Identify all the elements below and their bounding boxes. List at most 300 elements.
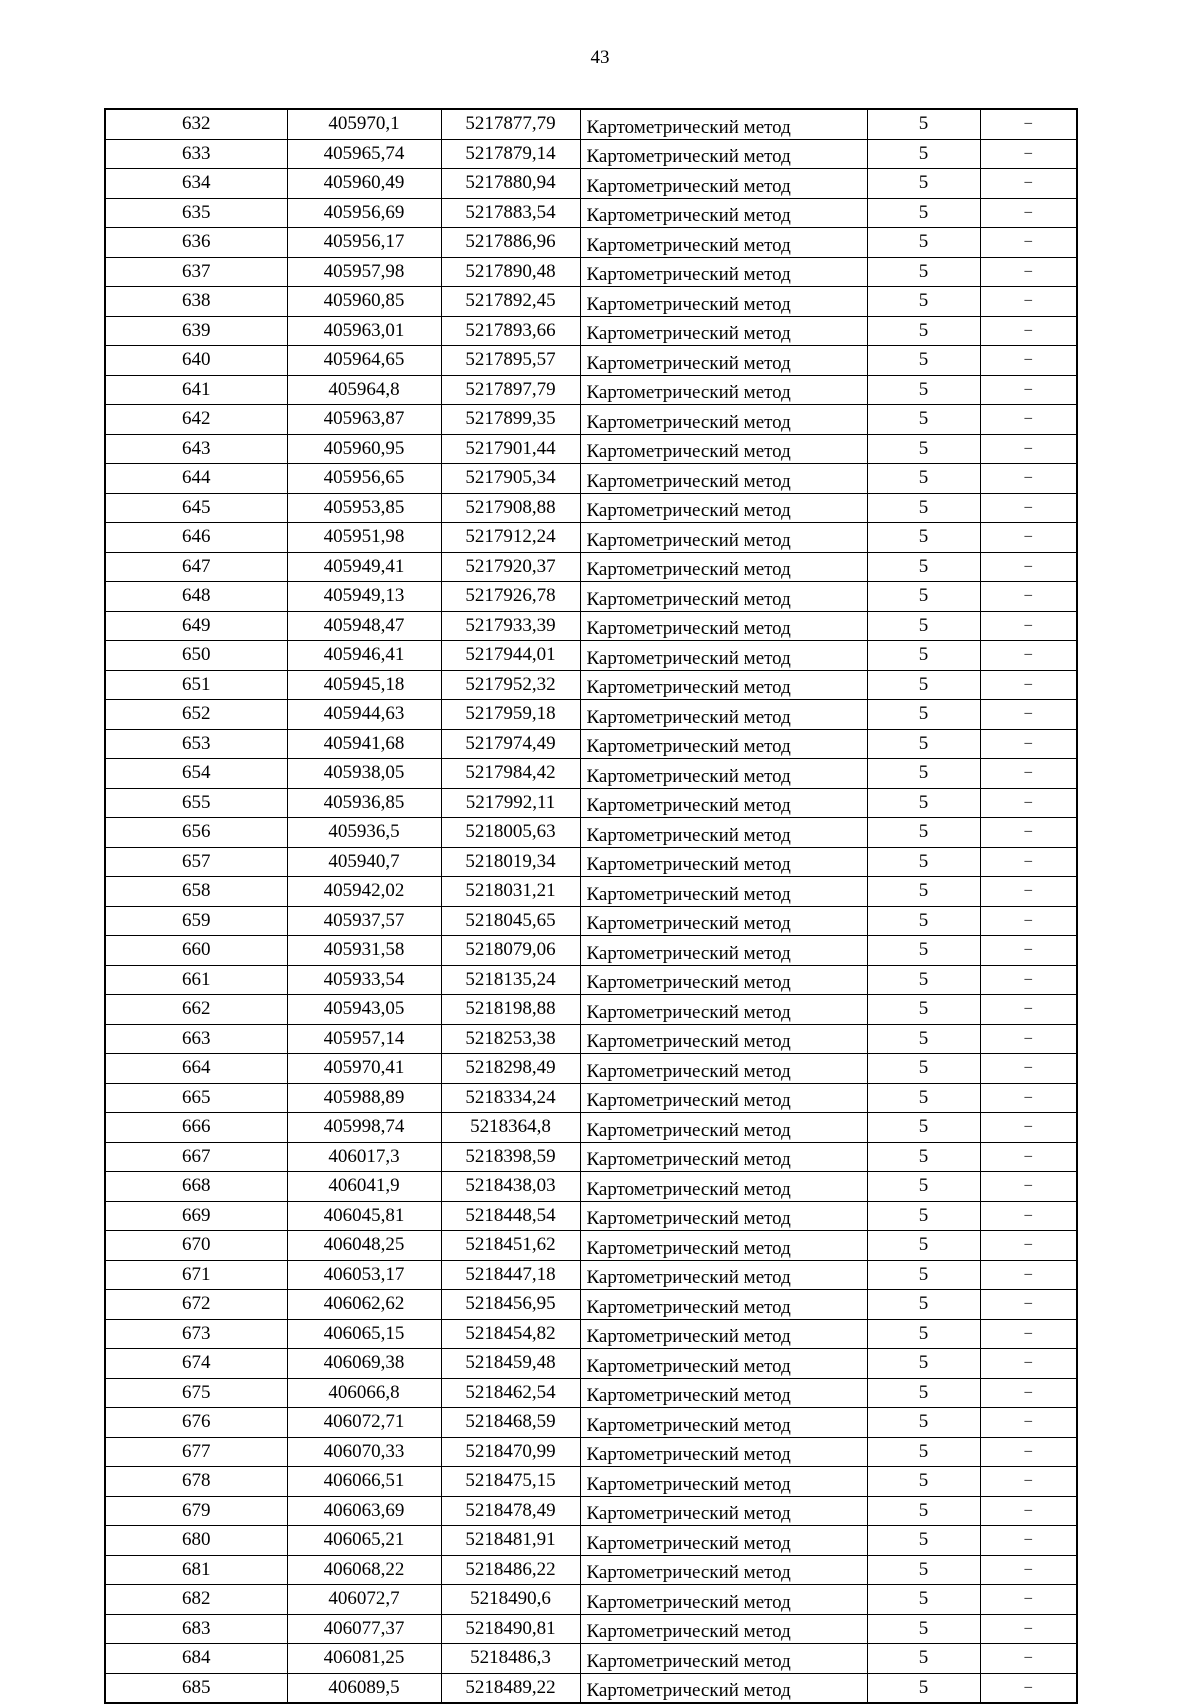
accuracy-cell: 5: [867, 1614, 980, 1644]
y-coordinate-cell: 5218198,88: [441, 995, 580, 1025]
point-number-cell: 668: [105, 1172, 287, 1202]
accuracy-cell: 5: [867, 1083, 980, 1113]
method-cell: Картометрический метод: [580, 523, 867, 553]
description-cell: –: [980, 316, 1077, 346]
y-coordinate-cell: 5217905,34: [441, 464, 580, 494]
x-coordinate-cell: 405949,41: [287, 552, 441, 582]
y-coordinate-cell: 5218486,22: [441, 1555, 580, 1585]
table-row: [105, 995, 1077, 1025]
y-coordinate-cell: 5217920,37: [441, 552, 580, 582]
x-coordinate-cell: 405960,49: [287, 169, 441, 199]
x-coordinate-cell: 405948,47: [287, 611, 441, 641]
table-row: [105, 1496, 1077, 1526]
y-coordinate-cell: 5217890,48: [441, 257, 580, 287]
y-coordinate-cell: 5217893,66: [441, 316, 580, 346]
x-coordinate-cell: 405970,1: [287, 109, 441, 139]
table-row: [105, 228, 1077, 258]
point-number-cell: 637: [105, 257, 287, 287]
method-cell: Картометрический метод: [580, 965, 867, 995]
method-cell: Картометрический метод: [580, 1585, 867, 1615]
x-coordinate-cell: 406041,9: [287, 1172, 441, 1202]
x-coordinate-cell: 405953,85: [287, 493, 441, 523]
x-coordinate-cell: 406089,5: [287, 1673, 441, 1703]
y-coordinate-cell: 5217952,32: [441, 670, 580, 700]
table-row: [105, 552, 1077, 582]
point-number-cell: 671: [105, 1260, 287, 1290]
description-cell: –: [980, 1467, 1077, 1497]
description-cell: –: [980, 228, 1077, 258]
method-cell: Картометрический метод: [580, 759, 867, 789]
accuracy-cell: 5: [867, 582, 980, 612]
table-row: [105, 523, 1077, 553]
y-coordinate-cell: 5217908,88: [441, 493, 580, 523]
point-number-cell: 654: [105, 759, 287, 789]
description-cell: –: [980, 1644, 1077, 1674]
table-row: [105, 1054, 1077, 1084]
description-cell: –: [980, 1585, 1077, 1615]
method-cell: Картометрический метод: [580, 169, 867, 199]
description-cell: –: [980, 523, 1077, 553]
accuracy-cell: 5: [867, 1201, 980, 1231]
accuracy-cell: 5: [867, 965, 980, 995]
point-number-cell: 680: [105, 1526, 287, 1556]
table-row: [105, 729, 1077, 759]
table-row: [105, 1585, 1077, 1615]
method-cell: Картометрический метод: [580, 877, 867, 907]
method-cell: Картометрический метод: [580, 936, 867, 966]
x-coordinate-cell: 405960,85: [287, 287, 441, 317]
y-coordinate-cell: 5218019,34: [441, 847, 580, 877]
accuracy-cell: 5: [867, 139, 980, 169]
description-cell: –: [980, 169, 1077, 199]
table-row: [105, 1614, 1077, 1644]
accuracy-cell: 5: [867, 1319, 980, 1349]
method-cell: Картометрический метод: [580, 316, 867, 346]
description-cell: –: [980, 1142, 1077, 1172]
x-coordinate-cell: 405945,18: [287, 670, 441, 700]
y-coordinate-cell: 5217984,42: [441, 759, 580, 789]
x-coordinate-cell: 405960,95: [287, 434, 441, 464]
table-row: [105, 1083, 1077, 1113]
description-cell: –: [980, 641, 1077, 671]
y-coordinate-cell: 5218489,22: [441, 1673, 580, 1703]
x-coordinate-cell: 406063,69: [287, 1496, 441, 1526]
table-row: [105, 1231, 1077, 1261]
method-cell: Картометрический метод: [580, 1319, 867, 1349]
table-row: [105, 1467, 1077, 1497]
y-coordinate-cell: 5218135,24: [441, 965, 580, 995]
y-coordinate-cell: 5217877,79: [441, 109, 580, 139]
accuracy-cell: 5: [867, 552, 980, 582]
method-cell: Картометрический метод: [580, 729, 867, 759]
y-coordinate-cell: 5218298,49: [441, 1054, 580, 1084]
table-row: [105, 847, 1077, 877]
x-coordinate-cell: 405956,69: [287, 198, 441, 228]
accuracy-cell: 5: [867, 1260, 980, 1290]
y-coordinate-cell: 5218470,99: [441, 1437, 580, 1467]
x-coordinate-cell: 406065,15: [287, 1319, 441, 1349]
table-row: [105, 316, 1077, 346]
x-coordinate-cell: 405937,57: [287, 906, 441, 936]
point-number-cell: 683: [105, 1614, 287, 1644]
table-row: [105, 788, 1077, 818]
table-row: [105, 1024, 1077, 1054]
description-cell: –: [980, 788, 1077, 818]
accuracy-cell: 5: [867, 464, 980, 494]
x-coordinate-cell: 406072,7: [287, 1585, 441, 1615]
accuracy-cell: 5: [867, 198, 980, 228]
description-cell: –: [980, 464, 1077, 494]
method-cell: Картометрический метод: [580, 1349, 867, 1379]
point-number-cell: 669: [105, 1201, 287, 1231]
table-row: [105, 434, 1077, 464]
description-cell: –: [980, 1172, 1077, 1202]
x-coordinate-cell: 405942,02: [287, 877, 441, 907]
description-cell: –: [980, 700, 1077, 730]
description-cell: –: [980, 582, 1077, 612]
point-number-cell: 639: [105, 316, 287, 346]
description-cell: –: [980, 759, 1077, 789]
y-coordinate-cell: 5217992,11: [441, 788, 580, 818]
accuracy-cell: 5: [867, 877, 980, 907]
table-row: [105, 1526, 1077, 1556]
method-cell: Картометрический метод: [580, 198, 867, 228]
accuracy-cell: 5: [867, 169, 980, 199]
description-cell: –: [980, 1319, 1077, 1349]
table-row: [105, 1319, 1077, 1349]
accuracy-cell: 5: [867, 109, 980, 139]
y-coordinate-cell: 5217886,96: [441, 228, 580, 258]
point-number-cell: 646: [105, 523, 287, 553]
description-cell: –: [980, 965, 1077, 995]
table-row: [105, 670, 1077, 700]
method-cell: Картометрический метод: [580, 109, 867, 139]
point-number-cell: 662: [105, 995, 287, 1025]
y-coordinate-cell: 5218447,18: [441, 1260, 580, 1290]
table-row: [105, 1644, 1077, 1674]
y-coordinate-cell: 5218462,54: [441, 1378, 580, 1408]
x-coordinate-cell: 406065,21: [287, 1526, 441, 1556]
accuracy-cell: 5: [867, 1349, 980, 1379]
x-coordinate-cell: 406081,25: [287, 1644, 441, 1674]
method-cell: Картометрический метод: [580, 1378, 867, 1408]
accuracy-cell: 5: [867, 641, 980, 671]
table-row: [105, 169, 1077, 199]
point-number-cell: 657: [105, 847, 287, 877]
x-coordinate-cell: 405938,05: [287, 759, 441, 789]
description-cell: –: [980, 434, 1077, 464]
method-cell: Картометрический метод: [580, 228, 867, 258]
method-cell: Картометрический метод: [580, 1467, 867, 1497]
x-coordinate-cell: 405965,74: [287, 139, 441, 169]
y-coordinate-cell: 5217926,78: [441, 582, 580, 612]
method-cell: Картометрический метод: [580, 611, 867, 641]
description-cell: –: [980, 1673, 1077, 1703]
table-row: [105, 759, 1077, 789]
description-cell: –: [980, 906, 1077, 936]
method-cell: Картометрический метод: [580, 1260, 867, 1290]
x-coordinate-cell: 406045,81: [287, 1201, 441, 1231]
x-coordinate-cell: 405951,98: [287, 523, 441, 553]
point-number-cell: 632: [105, 109, 287, 139]
accuracy-cell: 5: [867, 434, 980, 464]
method-cell: Картометрический метод: [580, 287, 867, 317]
coordinates-table: [104, 108, 1078, 1704]
table-row: [105, 936, 1077, 966]
description-cell: –: [980, 670, 1077, 700]
method-cell: Картометрический метод: [580, 1496, 867, 1526]
point-number-cell: 685: [105, 1673, 287, 1703]
accuracy-cell: 5: [867, 493, 980, 523]
accuracy-cell: 5: [867, 611, 980, 641]
y-coordinate-cell: 5217974,49: [441, 729, 580, 759]
point-number-cell: 635: [105, 198, 287, 228]
table-row: [105, 139, 1077, 169]
description-cell: –: [980, 375, 1077, 405]
method-cell: Картометрический метод: [580, 552, 867, 582]
point-number-cell: 677: [105, 1437, 287, 1467]
description-cell: –: [980, 257, 1077, 287]
y-coordinate-cell: 5217892,45: [441, 287, 580, 317]
y-coordinate-cell: 5218481,91: [441, 1526, 580, 1556]
x-coordinate-cell: 405956,17: [287, 228, 441, 258]
table-row: [105, 641, 1077, 671]
description-cell: –: [980, 1614, 1077, 1644]
accuracy-cell: 5: [867, 1644, 980, 1674]
method-cell: Картометрический метод: [580, 1673, 867, 1703]
description-cell: –: [980, 1526, 1077, 1556]
accuracy-cell: 5: [867, 1673, 980, 1703]
y-coordinate-cell: 5218005,63: [441, 818, 580, 848]
point-number-cell: 660: [105, 936, 287, 966]
x-coordinate-cell: 406072,71: [287, 1408, 441, 1438]
point-number-cell: 642: [105, 405, 287, 435]
point-number-cell: 672: [105, 1290, 287, 1320]
method-cell: Картометрический метод: [580, 1201, 867, 1231]
method-cell: Картометрический метод: [580, 1024, 867, 1054]
method-cell: Картометрический метод: [580, 1408, 867, 1438]
table-row: [105, 257, 1077, 287]
accuracy-cell: 5: [867, 1437, 980, 1467]
x-coordinate-cell: 405949,13: [287, 582, 441, 612]
y-coordinate-cell: 5217895,57: [441, 346, 580, 376]
accuracy-cell: 5: [867, 316, 980, 346]
method-cell: Картометрический метод: [580, 1526, 867, 1556]
table-row: [105, 1378, 1077, 1408]
x-coordinate-cell: 405957,98: [287, 257, 441, 287]
x-coordinate-cell: 405940,7: [287, 847, 441, 877]
point-number-cell: 678: [105, 1467, 287, 1497]
method-cell: Картометрический метод: [580, 906, 867, 936]
description-cell: –: [980, 1083, 1077, 1113]
method-cell: Картометрический метод: [580, 847, 867, 877]
accuracy-cell: 5: [867, 759, 980, 789]
point-number-cell: 676: [105, 1408, 287, 1438]
page-number: 43: [590, 47, 610, 68]
point-number-cell: 665: [105, 1083, 287, 1113]
point-number-cell: 661: [105, 965, 287, 995]
accuracy-cell: 5: [867, 523, 980, 553]
y-coordinate-cell: 5218468,59: [441, 1408, 580, 1438]
x-coordinate-cell: 406077,37: [287, 1614, 441, 1644]
table-row: [105, 375, 1077, 405]
description-cell: –: [980, 818, 1077, 848]
description-cell: –: [980, 1555, 1077, 1585]
accuracy-cell: 5: [867, 287, 980, 317]
description-cell: –: [980, 1408, 1077, 1438]
table-row: [105, 464, 1077, 494]
description-cell: –: [980, 995, 1077, 1025]
accuracy-cell: 5: [867, 1408, 980, 1438]
accuracy-cell: 5: [867, 228, 980, 258]
description-cell: –: [980, 1260, 1077, 1290]
table-row: [105, 109, 1077, 139]
accuracy-cell: 5: [867, 700, 980, 730]
table-row: [105, 1201, 1077, 1231]
method-cell: Картометрический метод: [580, 405, 867, 435]
description-cell: –: [980, 936, 1077, 966]
method-cell: Картометрический метод: [580, 1231, 867, 1261]
accuracy-cell: 5: [867, 1585, 980, 1615]
x-coordinate-cell: 405936,85: [287, 788, 441, 818]
accuracy-cell: 5: [867, 729, 980, 759]
point-number-cell: 643: [105, 434, 287, 464]
point-number-cell: 684: [105, 1644, 287, 1674]
x-coordinate-cell: 406053,17: [287, 1260, 441, 1290]
y-coordinate-cell: 5217912,24: [441, 523, 580, 553]
accuracy-cell: 5: [867, 788, 980, 818]
description-cell: –: [980, 1231, 1077, 1261]
x-coordinate-cell: 405957,14: [287, 1024, 441, 1054]
table-row: [105, 405, 1077, 435]
x-coordinate-cell: 406066,51: [287, 1467, 441, 1497]
table-row: [105, 1408, 1077, 1438]
table-row: [105, 287, 1077, 317]
method-cell: Картометрический метод: [580, 1290, 867, 1320]
accuracy-cell: 5: [867, 405, 980, 435]
y-coordinate-cell: 5218486,3: [441, 1644, 580, 1674]
method-cell: Картометрический метод: [580, 641, 867, 671]
y-coordinate-cell: 5217880,94: [441, 169, 580, 199]
point-number-cell: 659: [105, 906, 287, 936]
table-row: [105, 611, 1077, 641]
description-cell: –: [980, 109, 1077, 139]
x-coordinate-cell: 405963,87: [287, 405, 441, 435]
accuracy-cell: 5: [867, 1113, 980, 1143]
y-coordinate-cell: 5218031,21: [441, 877, 580, 907]
x-coordinate-cell: 405964,8: [287, 375, 441, 405]
description-cell: –: [980, 493, 1077, 523]
x-coordinate-cell: 405931,58: [287, 936, 441, 966]
y-coordinate-cell: 5218045,65: [441, 906, 580, 936]
x-coordinate-cell: 405936,5: [287, 818, 441, 848]
point-number-cell: 658: [105, 877, 287, 907]
point-number-cell: 645: [105, 493, 287, 523]
point-number-cell: 673: [105, 1319, 287, 1349]
x-coordinate-cell: 405963,01: [287, 316, 441, 346]
table-row: [105, 965, 1077, 995]
point-number-cell: 681: [105, 1555, 287, 1585]
accuracy-cell: 5: [867, 818, 980, 848]
method-cell: Картометрический метод: [580, 700, 867, 730]
description-cell: –: [980, 552, 1077, 582]
accuracy-cell: 5: [867, 1142, 980, 1172]
accuracy-cell: 5: [867, 375, 980, 405]
method-cell: Картометрический метод: [580, 434, 867, 464]
x-coordinate-cell: 406070,33: [287, 1437, 441, 1467]
description-cell: –: [980, 139, 1077, 169]
y-coordinate-cell: 5217959,18: [441, 700, 580, 730]
x-coordinate-cell: 405998,74: [287, 1113, 441, 1143]
description-cell: –: [980, 1201, 1077, 1231]
point-number-cell: 636: [105, 228, 287, 258]
description-cell: –: [980, 405, 1077, 435]
x-coordinate-cell: 406069,38: [287, 1349, 441, 1379]
table-row: [105, 582, 1077, 612]
y-coordinate-cell: 5218490,6: [441, 1585, 580, 1615]
point-number-cell: 649: [105, 611, 287, 641]
description-cell: –: [980, 1290, 1077, 1320]
x-coordinate-cell: 406017,3: [287, 1142, 441, 1172]
point-number-cell: 644: [105, 464, 287, 494]
table-row: [105, 1290, 1077, 1320]
accuracy-cell: 5: [867, 906, 980, 936]
method-cell: Картометрический метод: [580, 257, 867, 287]
point-number-cell: 651: [105, 670, 287, 700]
table-row: [105, 906, 1077, 936]
y-coordinate-cell: 5218478,49: [441, 1496, 580, 1526]
point-number-cell: 655: [105, 788, 287, 818]
y-coordinate-cell: 5218490,81: [441, 1614, 580, 1644]
point-number-cell: 633: [105, 139, 287, 169]
x-coordinate-cell: 405970,41: [287, 1054, 441, 1084]
x-coordinate-cell: 406062,62: [287, 1290, 441, 1320]
accuracy-cell: 5: [867, 1172, 980, 1202]
point-number-cell: 656: [105, 818, 287, 848]
point-number-cell: 682: [105, 1585, 287, 1615]
y-coordinate-cell: 5217944,01: [441, 641, 580, 671]
method-cell: Картометрический метод: [580, 1614, 867, 1644]
table-row: [105, 818, 1077, 848]
point-number-cell: 647: [105, 552, 287, 582]
accuracy-cell: 5: [867, 1496, 980, 1526]
y-coordinate-cell: 5217899,35: [441, 405, 580, 435]
point-number-cell: 679: [105, 1496, 287, 1526]
method-cell: Картометрический метод: [580, 1172, 867, 1202]
x-coordinate-cell: 405933,54: [287, 965, 441, 995]
method-cell: Картометрический метод: [580, 1054, 867, 1084]
accuracy-cell: 5: [867, 1231, 980, 1261]
accuracy-cell: 5: [867, 670, 980, 700]
method-cell: Картометрический метод: [580, 670, 867, 700]
method-cell: Картометрический метод: [580, 375, 867, 405]
x-coordinate-cell: 406066,8: [287, 1378, 441, 1408]
point-number-cell: 638: [105, 287, 287, 317]
x-coordinate-cell: 405946,41: [287, 641, 441, 671]
point-number-cell: 653: [105, 729, 287, 759]
x-coordinate-cell: 405944,63: [287, 700, 441, 730]
accuracy-cell: 5: [867, 1024, 980, 1054]
description-cell: –: [980, 346, 1077, 376]
accuracy-cell: 5: [867, 847, 980, 877]
description-cell: –: [980, 1496, 1077, 1526]
table-row: [105, 1172, 1077, 1202]
method-cell: Картометрический метод: [580, 1437, 867, 1467]
description-cell: –: [980, 198, 1077, 228]
method-cell: Картометрический метод: [580, 582, 867, 612]
y-coordinate-cell: 5218334,24: [441, 1083, 580, 1113]
point-number-cell: 674: [105, 1349, 287, 1379]
